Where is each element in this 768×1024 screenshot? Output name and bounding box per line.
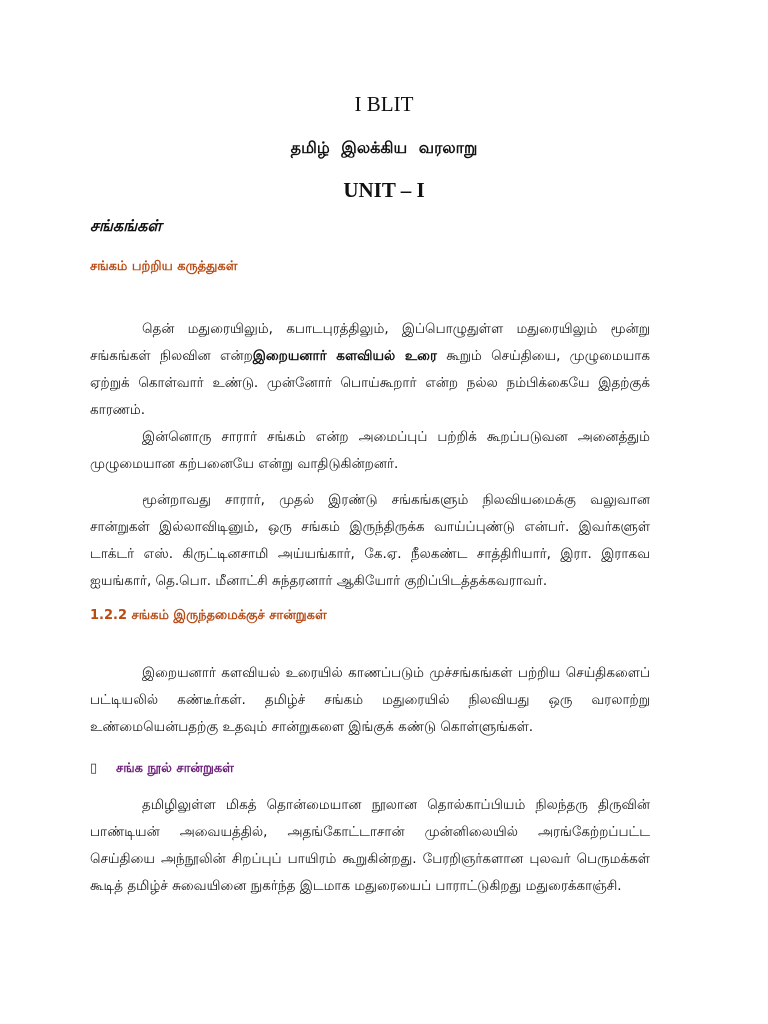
section-heading: சங்கங்கள் [90, 216, 162, 235]
paragraph-1-bold: இறையனார் களவியல் உரை [252, 348, 437, 364]
paragraph-4: இறையனார் களவியல் உரையில் காணப்படும் முச்சங்கங்கள் பற்றிய செய்திகளைப் பட்டியலில் கண்டீர்கள். தமிழ்ச் சங்கம் மதுரையில் நிலவியது ஒரு வரலாற்று உண்மையென்பதற்கு உதவும் சான்றுகளை இங்குக் கண்டு கொள்ளுங்கள். [90, 665, 650, 735]
bullet-heading [90, 761, 234, 777]
subheading-literary-evidence: சங்க நூல் சான்றுகள் [116, 761, 234, 776]
paragraph-2: இன்னொரு சாரார் சங்கம் என்ற அமைப்புப் பற்றிக் கூறப்படுவன அனைத்தும் முழுமையான கற்பனையே என்று வாதிடுகின்றனர். [90, 429, 650, 472]
document-subtitle: தமிழ் இலக்கிய வரலாறு [290, 138, 478, 157]
paragraph-5: தமிழிலுள்ள மிகத் தொன்மையான நூலான தொல்காப்பியம் நிலந்தரு திருவின் பாண்டியன் அவையத்தில், அதங்கோட்டாசான் முன்னிலையில் அரங்கேற்றப்பட்ட செய்தியை அந்நூலின் சிறப்புப் பாயிரம் கூறுகின்றது. பேரறிஞர்களான புலவர் பெருமக்கள் கூடித் தமிழ்ச் சுவையினை நுகர்ந்த இடமாக மதுரையைப் பாராட்டுகிறது மதுரைக்காஞ்சி. [90, 797, 650, 894]
document-title: I BLIT [354, 92, 414, 116]
subheading-sangam-views: சங்கம் பற்றிய கருத்துகள் [90, 259, 238, 274]
unit-heading: UNIT – I [343, 178, 425, 202]
paragraph-1 [90, 316, 650, 424]
paragraph-1-end: கூறும் செய்தியை, முழுமையாக ஏற்றுக் கொள்வார் உண்டு. முன்னோர் பொய்கூறார் என்ற நல்ல நம்பிக்கையே இதற்குக் காரணம். [90, 348, 650, 418]
paragraph-3: மூன்றாவது சாரார், முதல் இரண்டு சங்கங்களும் நிலவியமைக்கு வலுவான சான்றுகள் இல்லாவிடினும், ஒரு சங்கம் இருந்திருக்க வாய்ப்புண்டு என்பர். இவர்களுள் டாக்டர் எஸ். கிருட்டினசாமி அய்யங்கார், கே.ஏ. நீலகண்ட சாத்திரியார், இரா. இராகவ ஐயங்கார், தெ.பொ. மீனாட்சி சுந்தரனார் ஆகியோர் குறிப்பிடத்தக்கவராவர். [90, 492, 650, 589]
paragraph-1-start: தென் மதுரையிலும், கபாடபுரத்திலும், இப்பொழுதுள்ள மதுரையிலும் மூன்று சங்கங்கள் நிலவின என்ற [90, 321, 650, 364]
subheading-sangam-evidence: 1.2.2 சங்கம் இருந்தமைக்குச் சான்றுகள் [90, 608, 327, 623]
bullet-square-icon: ▯ [90, 761, 98, 776]
